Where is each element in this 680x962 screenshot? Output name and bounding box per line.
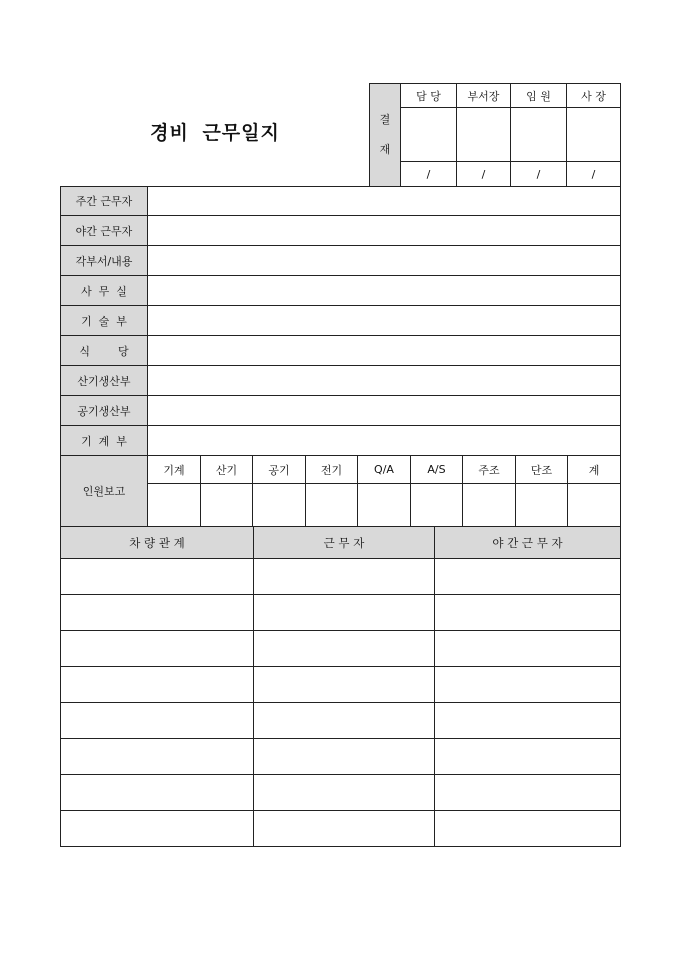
personnel-count-cell[interactable] (253, 484, 306, 527)
approval-date[interactable]: / (567, 162, 621, 187)
duty-row-field[interactable] (148, 276, 621, 306)
personnel-count-cell[interactable] (148, 484, 201, 527)
duty-row-label: 식 당 (61, 336, 148, 366)
night-worker-cell[interactable] (435, 703, 621, 739)
duty-row-field[interactable] (148, 306, 621, 336)
personnel-column-header: 단조 (516, 456, 568, 484)
day-worker-cell[interactable] (254, 559, 435, 595)
approval-date[interactable]: / (511, 162, 567, 187)
personnel-count-cell[interactable] (568, 484, 621, 527)
duty-row-label: 공기생산부 (61, 396, 148, 426)
personnel-column-header: 기계 (148, 456, 201, 484)
vehicle-log-body (61, 559, 621, 847)
personnel-count-cell[interactable] (201, 484, 253, 527)
vehicle-log-row (61, 667, 621, 703)
duty-row-field[interactable] (148, 396, 621, 426)
vehicle-log-row (61, 559, 621, 595)
duty-row-label: 기 술 부 (61, 306, 148, 336)
duty-row-label: 야간 근무자 (61, 216, 148, 246)
personnel-column-header: 공기 (253, 456, 306, 484)
personnel-column-header: 주조 (463, 456, 516, 484)
vehicle-cell[interactable] (61, 703, 254, 739)
personnel-report-label: 인원보고 (61, 456, 148, 527)
night-worker-cell[interactable] (435, 631, 621, 667)
approval-header-executive: 임 원 (511, 84, 567, 108)
vehicle-log-row (61, 775, 621, 811)
approval-sign-box[interactable] (457, 108, 511, 162)
vehicle-log-row (61, 811, 621, 847)
duty-row-field[interactable] (148, 216, 621, 246)
vehicle-cell[interactable] (61, 631, 254, 667)
day-worker-cell[interactable] (254, 595, 435, 631)
approval-date[interactable]: / (457, 162, 511, 187)
personnel-column-header: A/S (411, 456, 463, 484)
vehicle-log-row (61, 703, 621, 739)
approval-label-char: 재 (379, 143, 391, 156)
night-worker-cell[interactable] (435, 559, 621, 595)
duty-log-table (60, 186, 621, 527)
duty-row-label: 각부서/내용 (61, 246, 148, 276)
approval-sign-box[interactable] (401, 108, 457, 162)
vehicle-log-row (61, 631, 621, 667)
approval-sign-box[interactable] (567, 108, 621, 162)
vehicle-header: 차 량 관 계 (61, 527, 254, 559)
approval-date[interactable]: / (401, 162, 457, 187)
vehicle-cell[interactable] (61, 667, 254, 703)
day-worker-cell[interactable] (254, 811, 435, 847)
night-worker-header: 야 간 근 무 자 (435, 527, 621, 559)
duty-row-label: 사 무 실 (61, 276, 148, 306)
duty-row-label: 기 계 부 (61, 426, 148, 456)
vehicle-log-row (61, 739, 621, 775)
duty-row-label: 주간 근무자 (61, 187, 148, 216)
night-worker-cell[interactable] (435, 811, 621, 847)
personnel-column-header: Q/A (358, 456, 411, 484)
vehicle-log-table (60, 526, 621, 847)
page-title: 경비 근무일지 (150, 122, 280, 144)
night-worker-cell[interactable] (435, 775, 621, 811)
approval-label (370, 84, 401, 187)
approval-label-char: 결 (379, 113, 391, 126)
approval-header-staff: 담 당 (401, 84, 457, 108)
vehicle-log-row (61, 595, 621, 631)
duty-row-field[interactable] (148, 187, 621, 216)
approval-header-dept-head: 부서장 (457, 84, 511, 108)
approval-header-president: 사 장 (567, 84, 621, 108)
night-worker-cell[interactable] (435, 667, 621, 703)
duty-row-field[interactable] (148, 426, 621, 456)
duty-row-field[interactable] (148, 366, 621, 396)
personnel-column-header: 산기 (201, 456, 253, 484)
vehicle-cell[interactable] (61, 559, 254, 595)
vehicle-cell[interactable] (61, 775, 254, 811)
personnel-count-cell[interactable] (463, 484, 516, 527)
personnel-count-cell[interactable] (358, 484, 411, 527)
personnel-count-cell[interactable] (411, 484, 463, 527)
day-worker-cell[interactable] (254, 631, 435, 667)
day-worker-cell[interactable] (254, 667, 435, 703)
personnel-count-cell[interactable] (516, 484, 568, 527)
personnel-column-header: 계 (568, 456, 621, 484)
personnel-column-header: 전기 (306, 456, 358, 484)
vehicle-cell[interactable] (61, 811, 254, 847)
personnel-count-cell[interactable] (306, 484, 358, 527)
approval-table (369, 83, 621, 187)
approval-sign-box[interactable] (511, 108, 567, 162)
duty-row-field[interactable] (148, 246, 621, 276)
vehicle-cell[interactable] (61, 739, 254, 775)
day-worker-cell[interactable] (254, 775, 435, 811)
night-worker-cell[interactable] (435, 595, 621, 631)
vehicle-cell[interactable] (61, 595, 254, 631)
duty-row-field[interactable] (148, 336, 621, 366)
night-worker-cell[interactable] (435, 739, 621, 775)
day-worker-cell[interactable] (254, 703, 435, 739)
day-worker-cell[interactable] (254, 739, 435, 775)
day-worker-header: 근 무 자 (254, 527, 435, 559)
duty-row-label: 산기생산부 (61, 366, 148, 396)
